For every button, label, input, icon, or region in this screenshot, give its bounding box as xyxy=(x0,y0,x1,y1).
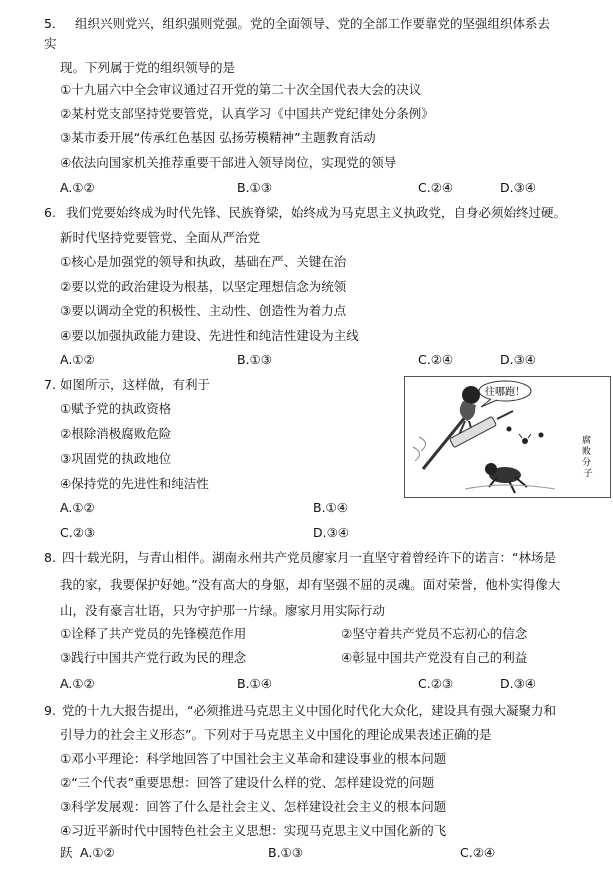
q5-stem-line1b: 实 xyxy=(44,36,57,51)
q7-item-1: ①赋予党的执政资格 xyxy=(60,401,172,416)
cartoon-label-c4: 子 xyxy=(583,469,593,479)
q7-option-c[interactable]: C.②③ xyxy=(60,525,96,540)
q6-option-d[interactable]: D.③④ xyxy=(500,352,537,367)
q6-item-1: ①核心是加强党的领导和执政，基础在严、关键在治 xyxy=(60,254,347,269)
q6-item-2: ②要以党的政治建设为根基，以坚定理想信念为统领 xyxy=(60,279,347,294)
q8-item-1: ①诠释了共产党员的先锋模范作用 xyxy=(60,626,247,641)
q9-option-c[interactable]: C.②④ xyxy=(460,845,496,860)
q7-item-4: ④保持党的先进性和纯洁性 xyxy=(60,476,209,491)
q7-option-d[interactable]: D.③④ xyxy=(313,525,350,540)
q8-item-3: ③践行中国共产党行政为民的理念 xyxy=(60,650,247,665)
q9-item-2: ②“三个代表”重要思想：回答了建设什么样的党、怎样建设党的问题 xyxy=(60,775,435,790)
cartoon-drawing xyxy=(405,377,610,497)
q9-stem-line2: 引导力的社会主义形态”。下列对于马克思主义中国化的理论成果表述正确的是 xyxy=(60,727,492,742)
q7-option-b[interactable]: B.①④ xyxy=(313,500,348,515)
q8-stem-line1: 四十载光阴，与青山相伴。湖南永州共产党员廖家月一直坚守着曾经许下的诺言：“林场是 xyxy=(62,550,556,565)
q7-stem: 如图所示，这样做，有利于 xyxy=(60,377,211,392)
q9-number: 9. xyxy=(44,703,56,718)
q9-item-4-continuation: 跃 xyxy=(60,845,73,860)
q8-option-b[interactable]: B.①④ xyxy=(237,676,272,691)
cartoon-label-c3: 分 xyxy=(582,458,592,468)
q6-option-b[interactable]: B.①③ xyxy=(237,352,272,367)
q8-option-c[interactable]: C.②③ xyxy=(418,676,454,691)
q7-option-a[interactable]: A.①② xyxy=(60,500,95,515)
cartoon-label-text xyxy=(582,434,594,479)
q9-item-3: ③科学发展观：回答了什么是社会主义、怎样建设社会主义的根本问题 xyxy=(60,799,447,814)
q5-item-1: ①十九届六中全会审议通过召开党的第二十次全国代表大会的决议 xyxy=(60,82,422,97)
q8-item-4: ④彰显中国共产党没有自己的利益 xyxy=(341,650,528,665)
q6-option-c[interactable]: C.②④ xyxy=(418,352,454,367)
q9-option-a[interactable]: A.①② xyxy=(80,845,115,860)
q7-number: 7. xyxy=(44,377,56,392)
q5-stem-line2: 现。下列属于党的组织领导的是 xyxy=(60,60,236,75)
q5-item-2: ②某村党支部坚持党要管党，认真学习《中国共产党纪律处分条例》 xyxy=(60,106,434,121)
q5-option-c[interactable]: C.②④ xyxy=(418,180,454,195)
q6-stem-line2: 新时代坚持党要管党、全面从严治党 xyxy=(60,230,261,245)
q7-item-3: ③巩固党的执政地位 xyxy=(60,451,172,466)
q5-option-b[interactable]: B.①③ xyxy=(237,180,272,195)
q6-item-4: ④要以加强执政能力建设、先进性和纯洁性建设为主线 xyxy=(60,328,359,343)
q9-item-4: ④习近平新时代中国特色社会主义思想：实现马克思主义中国化新的飞 xyxy=(60,823,447,838)
q5-option-a[interactable]: A.①② xyxy=(60,180,95,195)
cartoon-speech-text: 往哪跑！ xyxy=(485,387,525,398)
q9-stem-line1: 党的十九大报告提出，“必须推进马克思主义中国化时代化大众化，建设具有强大凝聚力和 xyxy=(62,703,556,718)
q8-stem-line3: 山，没有豪言壮语，只为守护那一片绿。廖家月用实际行动 xyxy=(60,603,386,618)
q8-item-2: ②坚守着共产党员不忘初心的信念 xyxy=(341,626,528,641)
q9-option-b[interactable]: B.①③ xyxy=(268,845,303,860)
q8-option-a[interactable]: A.①② xyxy=(60,676,95,691)
q5-option-d[interactable]: D.③④ xyxy=(500,180,537,195)
cartoon-label-c2: 败 xyxy=(582,447,592,457)
q5-item-4: ④依法向国家机关推荐重要干部进入领导岗位，实现党的领导 xyxy=(60,155,397,170)
q9-item-1: ①邓小平理论：科学地回答了中国社会主义革命和建设事业的根本问题 xyxy=(60,751,447,766)
q5-item-3: ③某市委开展“传承红色基因 弘扬劳模精神”主题教育活动 xyxy=(60,130,376,145)
cartoon-label-c1: 腐 xyxy=(582,436,592,446)
q6-stem-line1: 我们党要始终成为时代先锋、民族脊梁，始终成为马克思主义执政党，自身必须始终过硬。 xyxy=(66,205,567,220)
q7-item-2: ②根除消极腐败危险 xyxy=(60,426,172,441)
q6-option-a[interactable]: A.①② xyxy=(60,352,95,367)
anti-corruption-cartoon xyxy=(404,376,611,498)
q5-stem-line1: 组织兴则党兴，组织强则党强。党的全面领导、党的全部工作要靠党的坚强组织体系去 xyxy=(75,16,551,31)
q8-stem-line2: 我的家，我要保护好她。”没有高大的身躯，却有坚强不屈的灵魂。面对荣誉，他朴实得像大 xyxy=(60,577,561,592)
q6-number: 6. xyxy=(44,205,56,220)
q8-number: 8. xyxy=(44,550,56,565)
q5-number: 5． xyxy=(44,16,65,31)
q6-item-3: ③要以调动全党的积极性、主动性、创造性为着力点 xyxy=(60,303,347,318)
q8-option-d[interactable]: D.③④ xyxy=(500,676,537,691)
